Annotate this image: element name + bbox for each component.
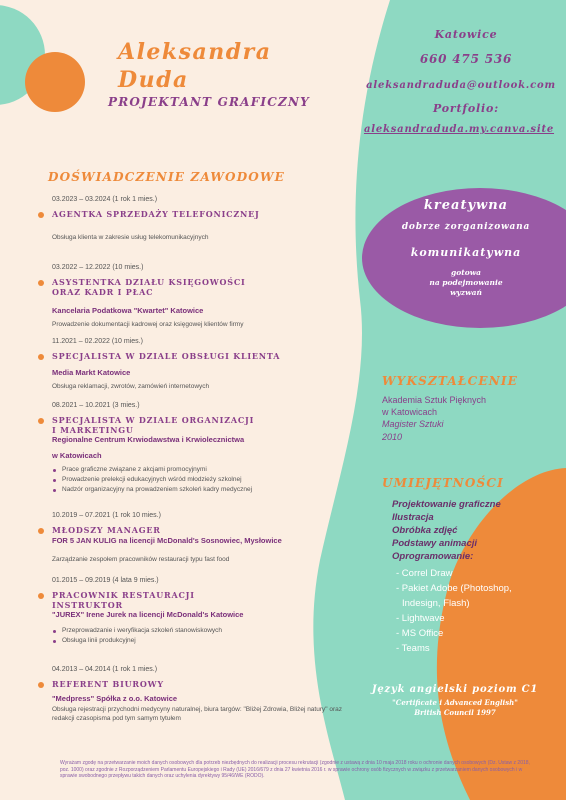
education-year: 2010 [382, 432, 403, 442]
bullet-dot [38, 280, 44, 286]
job-title [52, 590, 338, 610]
job-date: 03.2023 – 03.2024 (1 rok 1 mies.) [52, 196, 158, 203]
job-company: Regionalne Centrum Krwiodawstwa i Krwiolecznictwa [52, 435, 245, 444]
skill-item: Podstawy animacji [392, 538, 478, 549]
contact-city: Katowice [434, 28, 498, 41]
list-item: Prace graficzne związane z akcjami promocyjnymi [52, 465, 338, 475]
name-last: Duda [118, 67, 189, 93]
software-item: Indesign, Flash) [402, 598, 470, 609]
job-entry [38, 338, 338, 391]
orange-circle-topleft [25, 52, 85, 112]
list-item: Przeprowadzanie i weryfikacja szkoleń stanowiskowych [52, 626, 338, 636]
trait-line: na podejmowanie [429, 278, 503, 287]
bullet-dot [38, 593, 44, 599]
contact-phone: 660 475 536 [419, 52, 513, 66]
bullet-dot [38, 682, 44, 688]
job-title-line: ORAZ KADR I PŁAC [52, 287, 154, 297]
bullet-dot [38, 528, 44, 534]
skill-item: Ilustracja [392, 512, 434, 523]
job-entry [38, 666, 348, 723]
software-item: - MS Office [396, 628, 444, 639]
list-item: Nadzór organizacyjny na prowadzeniem szkoleń kadry medycznej [52, 485, 338, 495]
skills-heading: UMIEJĘTNOŚCI [382, 476, 504, 490]
software-item: - Pakiet Adobe (Photoshop, [396, 583, 512, 594]
job-title-line: ASYSTENTKA DZIAŁU KSIĘGOWOŚCI [52, 277, 246, 287]
job-description: Prowadzenie dokumentacji kadrowej oraz księgowej klientów firmy [52, 321, 244, 328]
job-company-city: w Katowicach [52, 451, 102, 460]
trait-organized: dobrze zorganizowana [401, 222, 531, 232]
name-first: Aleksandra [118, 39, 272, 65]
job-title-line: SPECJALISTA W DZIALE ORGANIZACJI [52, 415, 255, 425]
portfolio-label: Portfolio: [432, 102, 499, 115]
trait-line: gotowa [450, 268, 482, 277]
job-company: "JUREX" Irene Jurek na licencji McDonald's Katowice [52, 610, 244, 619]
job-title-line: I MARKETINGU [52, 425, 134, 435]
trait-creative: kreatywna [423, 198, 509, 213]
job-title: MŁODSZY MANAGER [52, 525, 161, 535]
job-date: 03.2022 – 12.2022 (10 mies.) [52, 264, 144, 271]
bullet-dot [38, 212, 44, 218]
job-date: 01.2015 – 09.2019 (4 lata 9 mies.) [52, 577, 159, 584]
job-entry [38, 512, 338, 564]
job-duties-list [52, 626, 338, 646]
trait-line: wyzwań [450, 288, 482, 297]
education-degree: Magister Sztuki [382, 419, 444, 429]
job-date: 10.2019 – 07.2021 (1 rok 10 mies.) [52, 512, 161, 519]
language-certificate: "Certificate i Advanced English" [392, 698, 518, 707]
bullet-dot [38, 418, 44, 424]
job-company: Kancelaria Podatkowa "Kwartet" Katowice [52, 306, 204, 315]
experience-heading: DOŚWIADCZENIE ZAWODOWE [48, 170, 285, 184]
job-description: Obsługa rejestracji przychodni medycyny naturalnej, biura targów: "Bliżej Zdrowia, Bliżej natury" oraz redakcji czasopisma pod tym samym tytułem [52, 706, 343, 722]
job-entry [38, 577, 338, 646]
list-item: Prowadzenie prelekcji edukacyjnych wśród młodzieży szkolnej [52, 475, 338, 485]
job-entry [38, 196, 338, 242]
education-school-city: w Katowicach [382, 407, 438, 417]
job-duties-list [52, 465, 338, 495]
list-item: Obsługa linii produkcyjnej [52, 636, 338, 646]
education-school: Akademia Sztuk Pięknych [382, 395, 487, 405]
candidate-name [118, 38, 272, 94]
job-description: Obsługa reklamacji, zwrotów, zamówień internetowych [52, 383, 210, 390]
job-role: PROJEKTANT GRAFICZNY [108, 95, 310, 109]
job-title [52, 277, 338, 297]
skill-item: Projektowanie graficzne [392, 499, 501, 510]
trait-challenges [386, 268, 546, 298]
language-issuer: British Council 1997 [414, 708, 496, 717]
job-title: SPECJALISTA W DZIALE OBSŁUGI KLIENTA [52, 351, 281, 361]
trait-communicative: komunikatywna [410, 246, 522, 259]
contact-email[interactable]: aleksandraduda@outlook.com [366, 80, 556, 91]
bullet-dot [38, 354, 44, 360]
education-heading: WYKSZTAŁCENIE [382, 374, 519, 388]
job-date: 11.2021 – 02.2022 (10 mies.) [52, 338, 143, 345]
language-title: Język angielski poziom C1 [371, 684, 539, 695]
software-item: - Lightwave [396, 613, 445, 624]
job-company: Media Markt Katowice [52, 368, 131, 377]
job-company: "Medpress" Spółka z o.o. Katowice [52, 694, 178, 703]
job-title-line: INSTRUKTOR [52, 600, 123, 610]
gdpr-consent: Wyrażam zgodę na przetwarzanie moich danych osobowych dla potrzeb niezbędnych do realizacji procesu rekrutacji (zgodnie z ustawą z dnia 10 maja 2018 roku o ochronie danych osobowych (Dz. Ustaw z 2018, poz. 1000) oraz zgodnie z Rozporządzeniem Parlamentu Europejskiego i Rady (UE) 2016/679 z dnia 27 kwietnia 2016 r. w sprawie ochrony osób fizycznych w związku z przetwarzaniem danych osobowych i w sprawie swobodnego przepływu takich danych oraz uchylenia dyrektywy 95/46/WE (RODO). [60, 760, 530, 779]
job-date: 08.2021 – 10.2021 (3 mies.) [52, 402, 140, 409]
job-title-line: PRACOWNIK RESTAURACJI [52, 590, 195, 600]
skill-item: Obróbka zdjęć [392, 525, 458, 536]
job-company: FOR 5 JAN KULIG na licencji McDonald's Sosnowiec, Mysłowice [52, 536, 282, 545]
job-entry [38, 402, 338, 495]
job-title: REFERENT BIUROWY [52, 679, 164, 689]
software-item: - Correl Draw [396, 568, 453, 579]
portfolio-link[interactable]: aleksandraduda.my.canva.site [363, 124, 555, 135]
skill-item: Oprogramowanie: [392, 551, 474, 562]
job-title: AGENTKA SPRZEDAŻY TELEFONICZNEJ [52, 209, 260, 219]
job-entry [38, 264, 338, 329]
software-item: - Teams [396, 643, 430, 654]
job-title [52, 415, 338, 435]
job-date: 04.2013 – 04.2014 (1 rok 1 mies.) [52, 666, 158, 673]
job-description: Zarządzanie zespołem pracowników restauracji typu fast food [52, 556, 230, 563]
job-description: Obsługa klienta w zakresie usług telekomunikacyjnych [52, 234, 209, 241]
